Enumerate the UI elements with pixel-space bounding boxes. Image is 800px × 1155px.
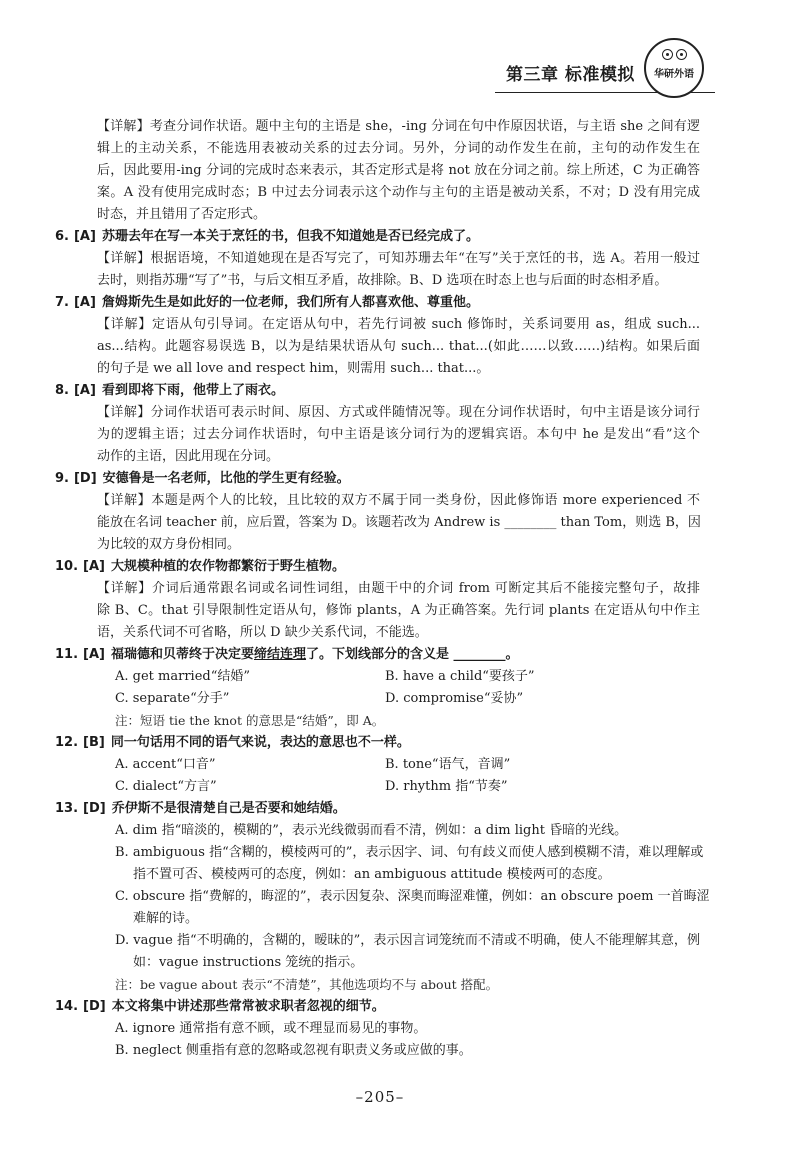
explanation — [97, 402, 700, 468]
explanation — [97, 578, 700, 644]
option-a: A. get married“结婚” — [115, 669, 250, 684]
option-b: B. tone“语气，音调” — [385, 757, 511, 772]
explanation-line: 时态，并且错用了否定形式。 — [97, 207, 267, 222]
explanation-line: 指不置可否、模棱两可的态度，例如：an ambiguous attitude 模棱两可的态度。 — [133, 867, 611, 882]
item-number: 12. — [55, 735, 79, 750]
item-14 — [0, 996, 800, 1062]
item-13 — [0, 798, 800, 996]
explanation-line: A. dim 指“暗淡的，模糊的”，表示光线微弱而看不清，例如：a dim light 昏暗的光线。 — [115, 823, 628, 838]
question-translation: 詹姆斯先生是如此好的一位老师，我们所有人都喜欢他、尊重他。 — [101, 295, 479, 310]
item-10 — [0, 556, 800, 644]
question-translation: 本文将集中讲述那些常常被求职者忽视的细节。 — [111, 999, 385, 1014]
note: 注：短语 tie the knot 的意思是“结婚”，即 A。 — [115, 713, 385, 728]
chapter-title: 第三章 标准模拟 — [506, 65, 635, 85]
underlined-phrase: 缔结连理 — [254, 647, 307, 662]
option-a: A. accent“口音” — [115, 757, 216, 772]
item-7 — [0, 292, 800, 380]
explanation-line: 语，关系代词不可省略，所以 D 缺少关系代词，不能选。 — [97, 625, 428, 640]
explanation-line: 如：vague instructions 笼统的指示。 — [133, 955, 364, 970]
frog-eye-icon — [662, 49, 673, 60]
question-translation: 苏珊去年在写一本关于烹饪的书，但我不知道她是否已经完成了。 — [101, 229, 479, 244]
explanation-line: 【详解】根据语境，不知道她现在是否写完了，可知苏珊去年“在写”关于烹饪的书，选 A。若用一般过 — [97, 251, 700, 266]
options-row — [115, 688, 700, 710]
answer-label: [B] — [83, 735, 105, 750]
option-d: D. rhythm 指“节奏” — [385, 779, 508, 794]
item-number: 9. — [55, 471, 69, 486]
explanation-line: 【详解】本题是两个人的比较，且比较的双方不属于同一类身份，因此修饰语 more experienced 不 — [97, 493, 700, 508]
question-translation: 大规模种植的农作物都繁衍于野生植物。 — [110, 559, 345, 574]
explanation-line: 为的逻辑主语；过去分词作状语时，句中主语是该分词行为的逻辑宾语。本句中 he 是发出“看”这个 — [97, 427, 700, 442]
option-explanation-a — [115, 820, 700, 842]
option-c: C. separate“分手” — [115, 691, 230, 706]
options — [115, 754, 700, 798]
item-11 — [0, 644, 800, 732]
item-number: 13. — [55, 801, 79, 816]
question-translation: 福瑞德和贝蒂终于决定要 — [110, 647, 254, 662]
page-number: –205– — [355, 1088, 405, 1106]
explanation-line: 的句子是 we all love and respect him，则需用 such... that...。 — [97, 361, 490, 376]
option-explanation-b — [115, 1040, 700, 1062]
options-row — [115, 754, 700, 776]
page-header — [0, 0, 800, 110]
answer-label: [A] — [73, 229, 96, 244]
options-row — [115, 776, 700, 798]
explanation — [97, 116, 700, 226]
logo-text: 华研外语 — [654, 69, 694, 80]
answer-label: [D] — [83, 999, 106, 1014]
item-heading — [0, 798, 800, 820]
explanation-line: B. neglect 侧重指有意的忽略或忽视有职责义务或应做的事。 — [115, 1043, 472, 1058]
frog-eye-icon — [676, 49, 687, 60]
question-translation-end: 了。下划线部分的含义是 ________。 — [306, 647, 519, 662]
option-explanation-c — [115, 886, 710, 930]
explanation — [97, 248, 700, 292]
item-heading — [0, 556, 800, 578]
item-number: 7. — [55, 295, 69, 310]
item-number: 14. — [55, 999, 79, 1014]
answer-label: [A] — [83, 647, 105, 662]
option-explanation-d — [115, 930, 700, 974]
question-translation: 乔伊斯不是很清楚自己是否要和她结婚。 — [111, 801, 346, 816]
item-number: 8. — [55, 383, 69, 398]
answer-label: [D] — [83, 801, 106, 816]
item-6 — [0, 226, 800, 292]
item-heading — [0, 468, 800, 490]
explanation-line: 【详解】考查分词作状语。题中主句的主语是 she，-ing 分词在句中作原因状语，与主语 she 之间有逻 — [97, 119, 700, 134]
explanation — [97, 314, 700, 380]
answer-label: [A] — [83, 559, 105, 574]
option-explanation-a — [115, 1018, 700, 1040]
item-heading — [0, 996, 800, 1018]
question-translation: 看到即将下雨，他带上了雨衣。 — [101, 383, 284, 398]
item-12 — [0, 732, 800, 798]
explanation-line: 案。A 没有使用完成时态；B 中过去分词表示这个动作与主句的主语是被动关系，不对；D 没有用完成 — [97, 185, 700, 200]
item-heading — [0, 644, 800, 666]
option-d: D. compromise“妥协” — [385, 691, 524, 706]
explanation-line: 为比较的双方身份相同。 — [97, 537, 241, 552]
explanation-line: B. ambiguous 指“含糊的，模棱两可的”，表示因字、词、句有歧义而使人感到模糊不清，难以理解或 — [115, 845, 704, 860]
question-translation: 安德鲁是一名老师，比他的学生更有经验。 — [102, 471, 350, 486]
explanation-line: 【详解】分词作状语可表示时间、原因、方式或伴随情况等。现在分词作状语时，句中主语是该分词行 — [97, 405, 700, 420]
note: 注：be vague about 表示“不清楚”，其他选项均不与 about 搭配。 — [115, 977, 499, 992]
item-9 — [0, 468, 800, 556]
explanation-line: C. obscure 指“费解的，晦涩的”，表示因复杂、深奥而晦涩难懂，例如：an obscure poem 一首晦涩 — [115, 889, 710, 904]
options — [115, 666, 700, 710]
answer-explanations — [0, 116, 800, 1062]
answer-label: [A] — [73, 383, 96, 398]
explanation-line: 【详解】介词后通常跟名词或名词性词组，由题干中的介词 from 可断定其后不能接完整句子，故排 — [97, 581, 700, 596]
explanation-line: 辑上的主动关系，不能选用表被动关系的过去分词。另外，分词的动作发生在前，主句的动作发生在 — [97, 141, 700, 156]
explanation-line: 能放在名词 teacher 前，应后置，答案为 D。该题若改为 Andrew is ________ than Tom，则选 B，因 — [97, 515, 701, 530]
explanation-line: 难解的诗。 — [133, 911, 199, 926]
explanation-line: 动作的主语，因此用现在分词。 — [97, 449, 280, 464]
explanation-line: 除 B、C。that 引导限制性定语从句，修饰 plants，A 为正确答案。先行词 plants 在定语从句中作主 — [97, 603, 700, 618]
explanation — [97, 490, 700, 556]
explanation-line: 【详解】定语从句引导词。在定语从句中，若先行词被 such 修饰时，关系词要用 as，组成 such... — [97, 317, 700, 332]
explanation-line: A. ignore 通常指有意不顾，或不理显而易见的事物。 — [115, 1021, 427, 1036]
option-c: C. dialect“方言” — [115, 779, 217, 794]
answer-label: [D] — [73, 471, 97, 486]
option-explanation-b — [115, 842, 704, 886]
item-number: 6. — [55, 229, 69, 244]
item-heading — [0, 380, 800, 402]
question-translation: 同一句话用不同的语气来说，表达的意思也不一样。 — [110, 735, 410, 750]
item-number: 10. — [55, 559, 79, 574]
options-row — [115, 666, 700, 688]
item-number: 11. — [55, 647, 79, 662]
publisher-logo — [644, 38, 704, 98]
item-heading — [0, 292, 800, 314]
explanation-line: 后，因此要用-ing 分词的完成时态来表示，其否定形式是将 not 放在分词之前。综上所述，C 为正确答 — [97, 163, 700, 178]
answer-label: [A] — [73, 295, 96, 310]
explanation-line: D. vague 指“不明确的，含糊的，暧昧的”，表示因言词笼统而不清或不明确，使人不能理解其意，例 — [115, 933, 700, 948]
item-heading — [0, 732, 800, 754]
item-heading — [0, 226, 800, 248]
item-8 — [0, 380, 800, 468]
explanation-line: as...结构。此题容易误选 B，以为是结果状语从句 such... that...(如此……以致……)结构。如果后面 — [97, 339, 700, 354]
explanation-line: 去时，则指苏珊“写了”书，与后文相互矛盾，故排除。B、D 选项在时态上也与后面的时态相矛盾。 — [97, 273, 668, 288]
option-b: B. have a child“要孩子” — [385, 669, 535, 684]
